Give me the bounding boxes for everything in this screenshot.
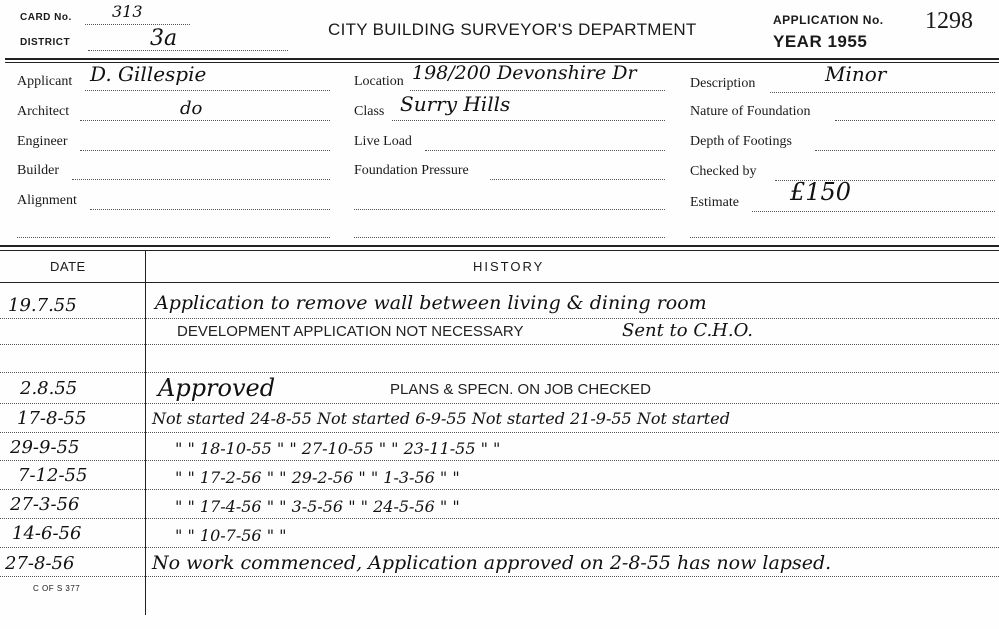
card-no-value: 313 — [112, 2, 143, 21]
checked-by-label: Checked by — [690, 164, 757, 179]
history-column-header: HISTORY — [473, 259, 545, 274]
row-1-history: Application to remove wall between living & dining room — [155, 292, 707, 314]
row-4-history: " " 18-10-55 " " 27-10-55 " " 23-11-55 " " — [175, 439, 501, 458]
row-6-date: 27-3-56 — [10, 494, 80, 515]
card-no-label: CARD No. — [20, 12, 72, 23]
district-label: DISTRICT — [20, 37, 71, 48]
department-title: CITY BUILDING SURVEYOR'S DEPARTMENT — [328, 20, 697, 39]
row-8-date: 27-8-56 — [5, 553, 75, 574]
row-5-date: 7-12-55 — [18, 465, 88, 486]
foundation-pressure-label: Foundation Pressure — [354, 163, 469, 178]
applicant-value: D. Gillespie — [90, 62, 207, 86]
architect-value: do — [180, 98, 203, 119]
row-1-note: Sent to C.H.O. — [622, 320, 754, 341]
estimate-label: Estimate — [690, 195, 739, 210]
applicant-label: Applicant — [17, 74, 73, 89]
nature-of-foundation-label: Nature of Foundation — [690, 104, 811, 119]
date-column-header: DATE — [50, 259, 86, 274]
depth-of-footings-label: Depth of Footings — [690, 134, 792, 149]
row-3-history: Not started 24-8-55 Not started 6-9-55 Not started 21-9-55 Not started — [152, 409, 730, 428]
alignment-label: Alignment — [17, 193, 77, 208]
description-value: Minor — [825, 62, 887, 86]
location-label: Location — [354, 74, 404, 89]
row-2-history: Approved — [158, 374, 276, 402]
row-2-stamp: PLANS & SPECN. ON JOB CHECKED — [390, 381, 651, 398]
location-value: 198/200 Devonshire Dr — [412, 62, 637, 84]
row-3-date: 17-8-55 — [17, 408, 87, 429]
description-label: Description — [690, 76, 756, 91]
district-value: 3a — [150, 26, 178, 51]
builder-label: Builder — [17, 163, 59, 178]
estimate-value: £150 — [790, 178, 852, 206]
class-value: Surry Hills — [400, 92, 511, 116]
application-no-value: 1298 — [925, 8, 973, 34]
year-label: YEAR 1955 — [773, 32, 868, 51]
application-no-label: APPLICATION No. — [773, 13, 884, 27]
row-1-stamp: DEVELOPMENT APPLICATION NOT NECESSARY — [177, 323, 524, 340]
class-label: Class — [354, 104, 385, 119]
row-7-date: 14-6-56 — [12, 523, 82, 544]
row-2-date: 2.8.55 — [20, 378, 78, 399]
row-4-date: 29-9-55 — [10, 437, 80, 458]
row-7-history: " " 10-7-56 " " — [175, 526, 287, 545]
row-5-history: " " 17-2-56 " " 29-2-56 " " 1-3-56 " " — [175, 468, 460, 487]
row-6-history: " " 17-4-56 " " 3-5-56 " " 24-5-56 " " — [175, 497, 460, 516]
row-8-history: No work commenced, Application approved on 2-8-55 has now lapsed. — [152, 552, 832, 574]
engineer-label: Engineer — [17, 134, 68, 149]
architect-label: Architect — [17, 104, 70, 119]
row-1-date: 19.7.55 — [8, 295, 77, 316]
live-load-label: Live Load — [354, 134, 412, 149]
form-code: C OF S 377 — [33, 584, 81, 593]
